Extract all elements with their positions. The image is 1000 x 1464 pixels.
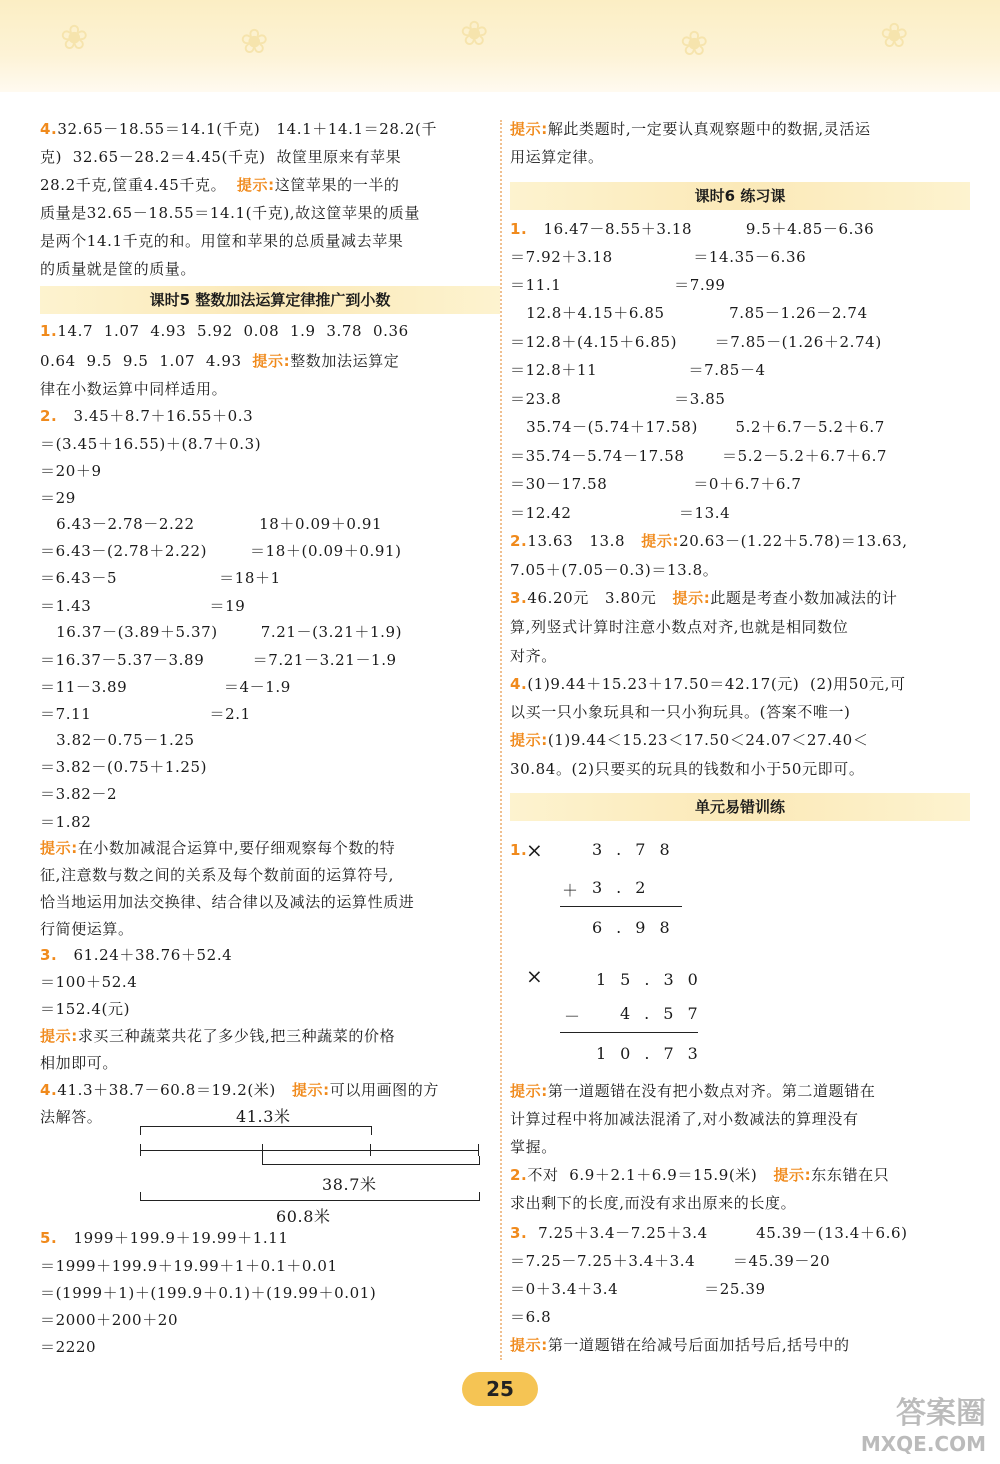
hint-text: 在小数加减混合运算中,要仔细观察每个数的特	[77, 839, 396, 857]
text-line	[40, 944, 232, 965]
line-text: 13.63 13.8	[527, 532, 642, 550]
right-column	[510, 0, 990, 1400]
text-line	[40, 864, 394, 885]
text-line	[40, 1106, 102, 1127]
brace-bottom	[140, 1192, 480, 1201]
hint-text: 第一道题错在没有把小数点对齐。第二道题错在	[547, 1082, 876, 1100]
text-line	[40, 322, 409, 340]
text-line	[510, 530, 908, 551]
watermark-url: MXQE.COM	[860, 1432, 986, 1456]
text-line	[40, 350, 399, 371]
line-text: 求出剩下的长度,而没有求出原来的长度。	[510, 1194, 797, 1212]
tick	[140, 1144, 141, 1156]
text-line	[40, 460, 102, 481]
brace-top	[140, 1126, 372, 1135]
line-text: 以买一只小象玩具和一只小狗玩具。(答案不唯一)	[510, 703, 851, 721]
item-number: 4.	[510, 675, 528, 693]
hint-label: 提示:	[672, 589, 711, 607]
line-text: ＝100＋52.4	[40, 973, 138, 991]
line-text: 12.8＋4.15＋6.85 7.85－1.26－2.74	[510, 304, 868, 322]
text-line	[40, 756, 207, 777]
line-text: ＝6.43－5 ＝18＋1	[40, 569, 281, 587]
line-text: 相加即可。	[40, 1054, 119, 1072]
text-line	[40, 1309, 178, 1330]
leaf-decoration-icon: ❀	[880, 16, 909, 56]
text-line	[510, 1164, 889, 1185]
hint-label: 提示:	[252, 352, 291, 370]
leaf-decoration-icon: ❀	[680, 24, 709, 64]
line-text: 是两个14.1千克的和。用筐和苹果的总质量减去苹果	[40, 232, 404, 250]
text-line	[510, 673, 906, 694]
line-text: 计算过程中将加减法混淆了,对小数减法的算理没有	[510, 1110, 859, 1128]
text-line	[510, 146, 604, 167]
vertical-b-operand1: 15.30	[596, 970, 712, 989]
line-text: ＝1999＋199.9＋19.99＋1＋0.1＋0.01	[40, 1257, 338, 1275]
line-text: ＝2220	[40, 1338, 97, 1356]
line-text: 不对 6.9＋2.1＋6.9＝15.9(米)	[527, 1166, 774, 1184]
line-text: 3.82－0.75－1.25	[40, 731, 195, 749]
text-line	[40, 405, 253, 426]
text-line	[40, 729, 195, 750]
line-text: 6.43－2.78－2.22 18＋0.09＋0.91	[40, 515, 383, 533]
vertical-b-rule	[560, 1032, 698, 1033]
line-text: ＝23.8 ＝3.85	[510, 390, 726, 408]
page-number: 25	[462, 1372, 538, 1406]
line-text: 41.3＋38.7－60.8＝19.2(米)	[57, 1081, 292, 1099]
line-text: ＝16.37－5.37－3.89 ＝7.21－3.21－1.9	[40, 651, 397, 669]
line-text: 0.64 9.5 9.5 1.07 4.93	[40, 352, 253, 370]
text-line	[510, 1222, 908, 1243]
item-number: 4.	[40, 120, 58, 138]
line-text: ＝3.82－(0.75＋1.25)	[40, 758, 208, 776]
text-line	[40, 891, 414, 912]
vertical-a-operand2: 3.2	[592, 878, 660, 897]
line-text: ＝12.8＋11 ＝7.85－4	[510, 361, 766, 379]
text-line	[510, 758, 864, 779]
text-line	[510, 1192, 796, 1213]
line-text: ＝1.82	[40, 813, 92, 831]
line-text: 16.37－(3.89＋5.37) 7.21－(3.21＋1.9)	[40, 623, 403, 641]
text-line	[510, 118, 871, 139]
hint-text: 整数加法运算定	[290, 352, 400, 370]
line-text: 14.7 1.07 4.93 5.92 0.08 1.9 3.78 0.36	[57, 322, 409, 340]
text-line	[40, 621, 402, 642]
text-line	[510, 587, 898, 608]
line-text: ＝152.4(元)	[40, 1000, 131, 1018]
item-number: 2.	[510, 532, 528, 550]
line-text: ＝6.43－(2.78＋2.22) ＝18＋(0.09＋0.91)	[40, 542, 402, 560]
text-line	[510, 388, 726, 409]
line-text: ＝6.8	[510, 1308, 552, 1326]
watermark	[861, 1388, 986, 1456]
line-text: ＝12.8＋(4.15＋6.85) ＝7.85－(1.26＋2.74)	[510, 333, 882, 351]
text-line	[510, 246, 806, 267]
text-line	[40, 513, 382, 534]
vertical-a-operator: ＋	[562, 881, 579, 900]
hint-text: 求买三种蔬菜共花了多少钱,把三种蔬菜的价格	[77, 1027, 396, 1045]
hint-label: 提示:	[40, 1027, 78, 1045]
item-number: 2.	[40, 407, 58, 425]
line-text: 用运算定律。	[510, 148, 604, 166]
line-text: 质量是32.65－18.55＝14.1(千克),故这筐苹果的质量	[40, 204, 420, 222]
text-line	[510, 559, 718, 580]
text-line	[510, 502, 730, 523]
text-line	[510, 1108, 859, 1129]
line-text: 法解答。	[40, 1108, 103, 1126]
text-line	[510, 729, 868, 750]
text-line	[510, 1136, 557, 1157]
item-number: 1.	[40, 322, 58, 340]
line-text: ＝30－17.58 ＝0＋6.7＋6.7	[510, 475, 802, 493]
text-line	[40, 378, 227, 399]
item-number: 3.	[510, 1224, 528, 1242]
item-number: 5.	[40, 1229, 58, 1247]
text-line	[40, 487, 76, 508]
line-text: 行简便运算。	[40, 920, 134, 938]
text-line	[40, 918, 134, 939]
vertical-a-rule	[560, 906, 682, 907]
line-text: ＝7.11 ＝2.1	[40, 705, 251, 723]
hint-label: 提示:	[510, 731, 548, 749]
text-line	[510, 302, 868, 323]
line-text: ＝20＋9	[40, 462, 102, 480]
text-line	[510, 701, 851, 722]
line-text: 28.2千克,筐重4.45千克。	[40, 176, 237, 194]
text-line	[40, 567, 281, 588]
item-number: 1.	[510, 220, 528, 238]
line-text: ＝35.74－5.74－17.58 ＝5.2－5.2＋6.7＋6.7	[510, 447, 888, 465]
line-text: 16.47－8.55＋3.18 9.5＋4.85－6.36	[527, 220, 875, 238]
line-text: 32.65－18.55＝14.1(千克) 14.1＋14.1＝28.2(千	[57, 120, 438, 138]
watermark-logo: 答案圈	[896, 1396, 986, 1431]
text-line	[510, 1080, 875, 1101]
text-line	[40, 1025, 395, 1046]
line-text: ＝12.42 ＝13.4	[510, 504, 731, 522]
item-number: 1.	[510, 841, 528, 859]
text-line	[510, 331, 882, 352]
diagram-line	[140, 1150, 478, 1151]
leaf-decoration-icon: ❀	[60, 18, 89, 58]
line-text: ＝1.43 ＝19	[40, 597, 246, 615]
line-text: ＝11－3.89 ＝4－1.9	[40, 678, 291, 696]
text-line	[510, 1278, 766, 1299]
hint-label: 提示:	[510, 1082, 548, 1100]
item-number: 4.	[40, 1081, 58, 1099]
line-text: ＝7.25－7.25＋3.4＋3.4 ＝45.39－20	[510, 1252, 831, 1270]
line-text: 7.05＋(7.05－0.3)＝13.8。	[510, 561, 719, 579]
line-text: 61.24＋38.76＋52.4	[57, 946, 233, 964]
line-text: 恰当地运用加法交换律、结合律以及减法的运算性质进	[40, 893, 415, 911]
text-line	[40, 540, 402, 561]
section-heading: 课时6 练习课	[510, 182, 970, 210]
left-column	[40, 0, 520, 1400]
line-text: 1999＋199.9＋19.99＋1.11	[57, 1229, 289, 1247]
text-line	[510, 473, 802, 494]
text-line	[40, 971, 137, 992]
item-number: 3.	[40, 946, 58, 964]
item-number: 3.	[510, 589, 528, 607]
diagram-bottom-label: 60.8米	[276, 1207, 331, 1226]
text-line	[40, 1336, 96, 1357]
text-line	[40, 258, 196, 279]
section-heading: 单元易错训练	[510, 793, 970, 821]
tick	[262, 1144, 263, 1156]
vertical-b-operator: －	[564, 1007, 581, 1026]
tick	[370, 1144, 371, 1156]
text-line	[510, 1250, 830, 1271]
hint-text: 此题是考查小数加减法的计	[710, 589, 898, 607]
line-text: 35.74－(5.74＋17.58) 5.2＋6.7－5.2＋6.7	[510, 418, 885, 436]
hint-text: 解此类题时,一定要认真观察题中的数据,灵活运	[547, 120, 871, 138]
text-line	[40, 649, 397, 670]
vertical-a-result: 6.98	[592, 918, 684, 937]
text-line	[40, 230, 403, 251]
line-text: 的质量就是筐的质量。	[40, 260, 197, 278]
text-line	[40, 1282, 376, 1303]
hint-text: 可以用画图的方	[329, 1081, 439, 1099]
line-text: ＝11.1 ＝7.99	[510, 276, 726, 294]
text-line	[510, 218, 874, 239]
wrong-cross-icon: ×	[526, 964, 544, 988]
line-text: ＝(3.45＋16.55)＋(8.7＋0.3)	[40, 435, 262, 453]
vertical-b-result: 10.73	[596, 1044, 712, 1063]
text-line	[510, 416, 885, 437]
text-line	[510, 445, 887, 466]
section-heading: 课时5 整数加法运算定律推广到小数	[40, 286, 500, 314]
line-text: (1)9.44＋15.23＋17.50＝42.17(元) (2)用50元,可	[527, 675, 906, 693]
text-line	[40, 811, 91, 832]
hint-text: 20.63－(1.22＋5.78)＝13.63,	[679, 532, 908, 550]
line-text: 掌握。	[510, 1138, 557, 1156]
line-text: 7.25＋3.4－7.25＋3.4 45.39－(13.4＋6.6)	[527, 1224, 908, 1242]
hint-label: 提示:	[510, 1336, 548, 1354]
hint-text: 第一道题错在给减号后面加括号后,括号中的	[547, 1336, 850, 1354]
text-line	[40, 433, 261, 454]
hint-text: 东东错在只	[811, 1166, 890, 1184]
text-line	[40, 998, 130, 1019]
line-text: ＝0＋3.4＋3.4 ＝25.39	[510, 1280, 766, 1298]
hint-label: 提示:	[510, 120, 548, 138]
hint-label: 提示:	[236, 176, 275, 194]
line-text: 律在小数运算中同样适用。	[40, 380, 228, 398]
hint-label: 提示:	[773, 1166, 812, 1184]
text-line	[40, 1255, 338, 1276]
text-line	[510, 616, 848, 637]
text-line	[510, 274, 726, 295]
line-text: 30.84。(2)只要买的玩具的钱数和小于50元即可。	[510, 760, 865, 778]
text-line	[40, 595, 245, 616]
text-line	[40, 676, 291, 697]
tick	[478, 1144, 479, 1156]
line-text: ＝(1999＋1)＋(199.9＋0.1)＋(19.99＋0.01)	[40, 1284, 377, 1302]
diagram-top-label: 41.3米	[236, 1107, 291, 1126]
wrong-cross-icon: ×	[526, 838, 544, 862]
line-text: 征,注意数与数之间的关系及每个数前面的运算符号,	[40, 866, 394, 884]
text-line	[40, 703, 251, 724]
text-line	[40, 202, 420, 223]
hint-label: 提示:	[641, 532, 680, 550]
brace-mid	[262, 1156, 480, 1165]
hint-text: (1)9.44＜15.23＜17.50＜24.07＜27.40＜	[547, 731, 869, 749]
hint-text: 这筐苹果的一半的	[274, 176, 400, 194]
vertical-b-operand2: 4.57	[620, 1004, 712, 1023]
text-line	[40, 783, 117, 804]
hint-label: 提示:	[291, 1081, 330, 1099]
vertical-a-operand1: 3.78	[592, 840, 684, 859]
line-text: ＝29	[40, 489, 76, 507]
text-line	[510, 1334, 850, 1355]
text-line	[40, 174, 400, 195]
item-number: 2.	[510, 1166, 528, 1184]
text-line	[40, 1052, 118, 1073]
text-line	[510, 1306, 551, 1327]
line-text: 对齐。	[510, 647, 557, 665]
leaf-decoration-icon: ❀	[240, 22, 269, 62]
line-text: 3.45＋8.7＋16.55＋0.3	[57, 407, 254, 425]
text-line	[40, 837, 395, 858]
line-text: ＝7.92＋3.18 ＝14.35－6.36	[510, 248, 807, 266]
line-text: ＝3.82－2	[40, 785, 118, 803]
hint-label: 提示:	[40, 839, 78, 857]
line-text: 46.20元 3.80元	[527, 589, 673, 607]
text-line	[40, 118, 437, 139]
diagram-mid-label: 38.7米	[322, 1175, 377, 1194]
text-line	[510, 645, 557, 666]
text-line	[40, 146, 401, 167]
text-line	[510, 359, 766, 380]
text-line	[40, 1227, 289, 1248]
leaf-decoration-icon: ❀	[460, 14, 489, 54]
line-text: ＝2000＋200＋20	[40, 1311, 179, 1329]
line-text: 算,列竖式计算时注意小数点对齐,也就是相同数位	[510, 618, 849, 636]
line-text: 克) 32.65－28.2＝4.45(千克) 故筐里原来有苹果	[40, 148, 402, 166]
text-line	[40, 1079, 439, 1100]
